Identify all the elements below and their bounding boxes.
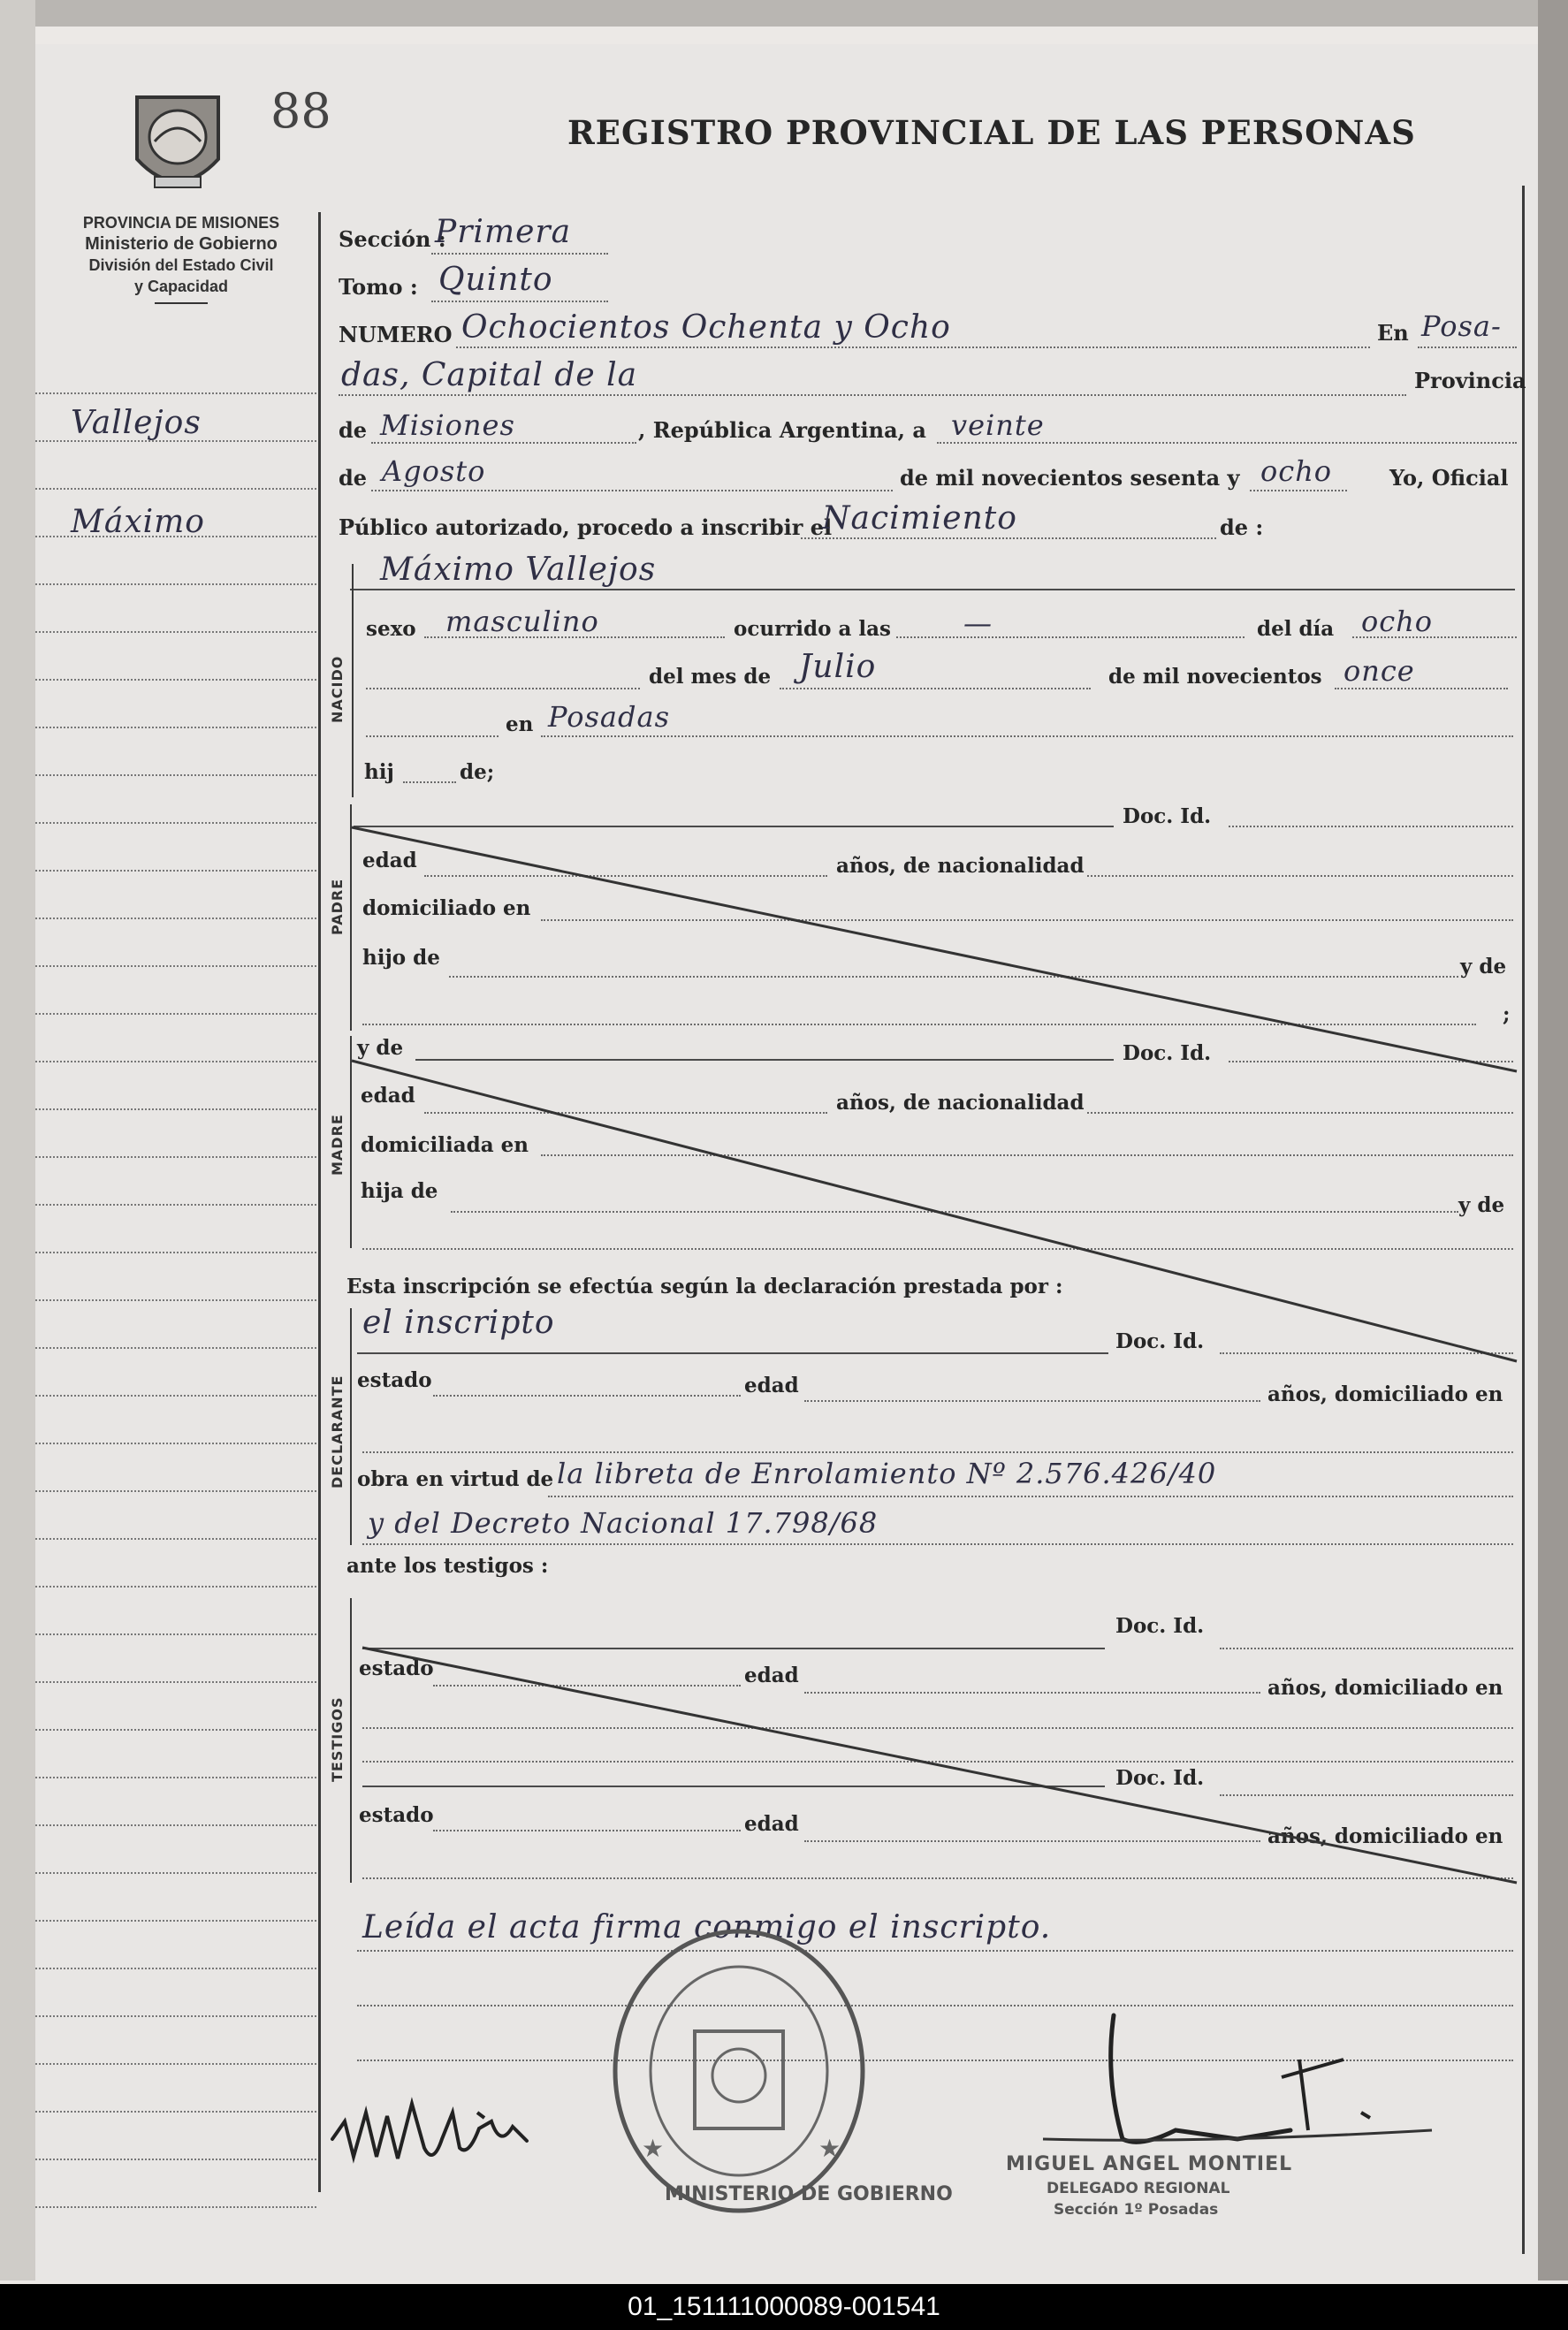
declarante-doc-label: Doc. Id. xyxy=(1115,1329,1205,1353)
numero-label: NUMERO xyxy=(339,322,453,347)
obra-value-2: y del Decreto Nacional 17.798/68 xyxy=(368,1506,879,1540)
madre-yde2-label: y de xyxy=(1458,1193,1505,1217)
declarante-intro-label: Esta inscripción se efectúa según la declaración prestada por : xyxy=(346,1275,1063,1298)
declarante-side-label: DECLARANTE xyxy=(329,1374,346,1489)
testigo1-doc-label: Doc. Id. xyxy=(1115,1614,1205,1638)
place-cont-value: das, Capital de la xyxy=(341,357,638,393)
ocurrido-label: ocurrido a las xyxy=(734,617,891,641)
hora-value: — xyxy=(963,606,993,640)
testigos-side-label: TESTIGOS xyxy=(329,1696,346,1782)
madre-domicilio-label: domiciliada en xyxy=(361,1133,529,1157)
padre-doc-label: Doc. Id. xyxy=(1123,804,1212,828)
org-division: División del Estado Civil xyxy=(88,256,274,274)
sexo-label: sexo xyxy=(366,617,416,641)
testigo1-edad-label: edad xyxy=(744,1664,799,1687)
padre-domicilio-label: domiciliado en xyxy=(362,896,531,920)
madre-yde-label: y de xyxy=(357,1036,404,1060)
signer-office: Sección 1º Posadas xyxy=(1054,2201,1219,2219)
org-division-cont: y Capacidad xyxy=(133,278,229,295)
margin-surname: Vallejos xyxy=(71,405,202,441)
testigo2-domicilio-label: años, domiciliado en xyxy=(1267,1824,1503,1848)
declarante-name-value: el inscripto xyxy=(362,1305,555,1341)
org-province: PROVINCIA DE MISIONES xyxy=(82,214,280,232)
signer-name: MIGUEL ANGEL MONTIEL xyxy=(1006,2153,1293,2175)
padre-side-label: PADRE xyxy=(329,878,346,935)
testigo1-domicilio-label: años, domiciliado en xyxy=(1267,1676,1503,1700)
closing-statement: Leída el acta firma conmigo el inscripto. xyxy=(362,1909,1052,1945)
dia-value: ocho xyxy=(1361,605,1434,638)
declarante-domicilio-label: años, domiciliado en xyxy=(1267,1382,1503,1406)
seccion-label: Sección : xyxy=(339,226,446,252)
padre-edad-label: edad xyxy=(362,849,417,872)
inscripto-signature xyxy=(327,2086,575,2183)
publico-label: Público autorizado, procedo a inscribir el xyxy=(339,514,833,540)
oficial-label: Yo, Oficial xyxy=(1389,465,1509,491)
anio-value: once xyxy=(1343,654,1415,688)
hij-de-label: de; xyxy=(460,760,495,784)
padre-yde-label: y de xyxy=(1460,955,1507,978)
margin-given-name: Máximo xyxy=(71,504,205,540)
en-value: Posa- xyxy=(1421,309,1502,343)
mil-label: de mil novecientos sesenta y xyxy=(900,465,1240,491)
madre-nac-label: años, de nacionalidad xyxy=(836,1091,1085,1115)
signer-role: DELEGADO REGIONAL xyxy=(1047,2180,1230,2197)
org-ministry: Ministerio de Gobierno xyxy=(85,234,278,254)
mes-label: del mes de xyxy=(649,665,772,689)
obra-value: la libreta de Enrolamiento Nº 2.576.426/40 xyxy=(557,1457,1217,1490)
testigo1-estado-label: estado xyxy=(359,1656,434,1680)
lugar-value: Posadas xyxy=(548,700,670,734)
padre-nac-label: años, de nacionalidad xyxy=(836,854,1085,878)
svg-text:★: ★ xyxy=(818,2134,841,2163)
en-label: En xyxy=(1377,320,1409,346)
declarante-edad-label: edad xyxy=(744,1374,799,1397)
year-value: ocho xyxy=(1260,454,1333,488)
tomo-label: Tomo : xyxy=(339,274,418,300)
closing-line xyxy=(357,1950,1513,1952)
testigo2-doc-label: Doc. Id. xyxy=(1115,1766,1205,1790)
sexo-value: masculino xyxy=(445,605,599,638)
declarante-estado-label: estado xyxy=(357,1368,432,1392)
nacido-side-label: NACIDO xyxy=(329,655,346,723)
testigo2-edad-label: edad xyxy=(744,1812,799,1836)
nacido-mil-label: de mil novecientos xyxy=(1108,665,1322,689)
madre-edad-label: edad xyxy=(361,1084,415,1108)
dia-label: del día xyxy=(1257,617,1335,641)
en-lugar-label: en xyxy=(506,712,534,736)
month-value: Agosto xyxy=(382,454,486,488)
image-id-footer: 01_151111000089-001541 xyxy=(0,2284,1568,2330)
madre-hija-label: hija de xyxy=(361,1179,438,1203)
province-value: Misiones xyxy=(380,408,515,442)
testigos-intro-label: ante los testigos : xyxy=(346,1554,549,1578)
testigo2-estado-label: estado xyxy=(359,1803,434,1827)
hij-label: hij xyxy=(364,760,394,784)
madre-strike-line xyxy=(352,1061,1517,1361)
de-label: de xyxy=(339,417,368,443)
numero-value: Ochocientos Ochenta y Ocho xyxy=(461,309,951,346)
obra-label: obra en virtud de xyxy=(357,1467,554,1491)
acto-value: Nacimiento xyxy=(822,500,1017,537)
provincia-label: Provincia xyxy=(1414,368,1526,393)
stamp-text: MINISTERIO DE GOBIERNO xyxy=(665,2183,953,2205)
republica-label: , República Argentina, a xyxy=(638,417,926,443)
tomo-value: Quinto xyxy=(438,262,553,298)
svg-text:★: ★ xyxy=(642,2134,665,2163)
de3-label: de : xyxy=(1220,514,1264,540)
official-signature xyxy=(972,2006,1450,2157)
page-title: REGISTRO PROVINCIAL DE LAS PERSONAS xyxy=(567,113,1416,152)
day-value: veinte xyxy=(951,408,1045,442)
mes-value: Julio xyxy=(799,649,877,685)
padre-hijo-label: hijo de xyxy=(362,946,440,970)
padre-semicolon: ; xyxy=(1503,1002,1511,1026)
madre-side-label: MADRE xyxy=(329,1114,346,1176)
page-number: 88 xyxy=(270,83,331,139)
official-stamp-icon xyxy=(606,1925,872,2217)
seccion-value: Primera xyxy=(435,214,572,250)
testigos-strike-line xyxy=(362,1648,1517,1883)
padre-strike-line xyxy=(352,827,1517,1071)
madre-doc-label: Doc. Id. xyxy=(1123,1041,1212,1065)
nacido-name-value: Máximo Vallejos xyxy=(380,552,657,588)
de2-label: de xyxy=(339,465,368,491)
